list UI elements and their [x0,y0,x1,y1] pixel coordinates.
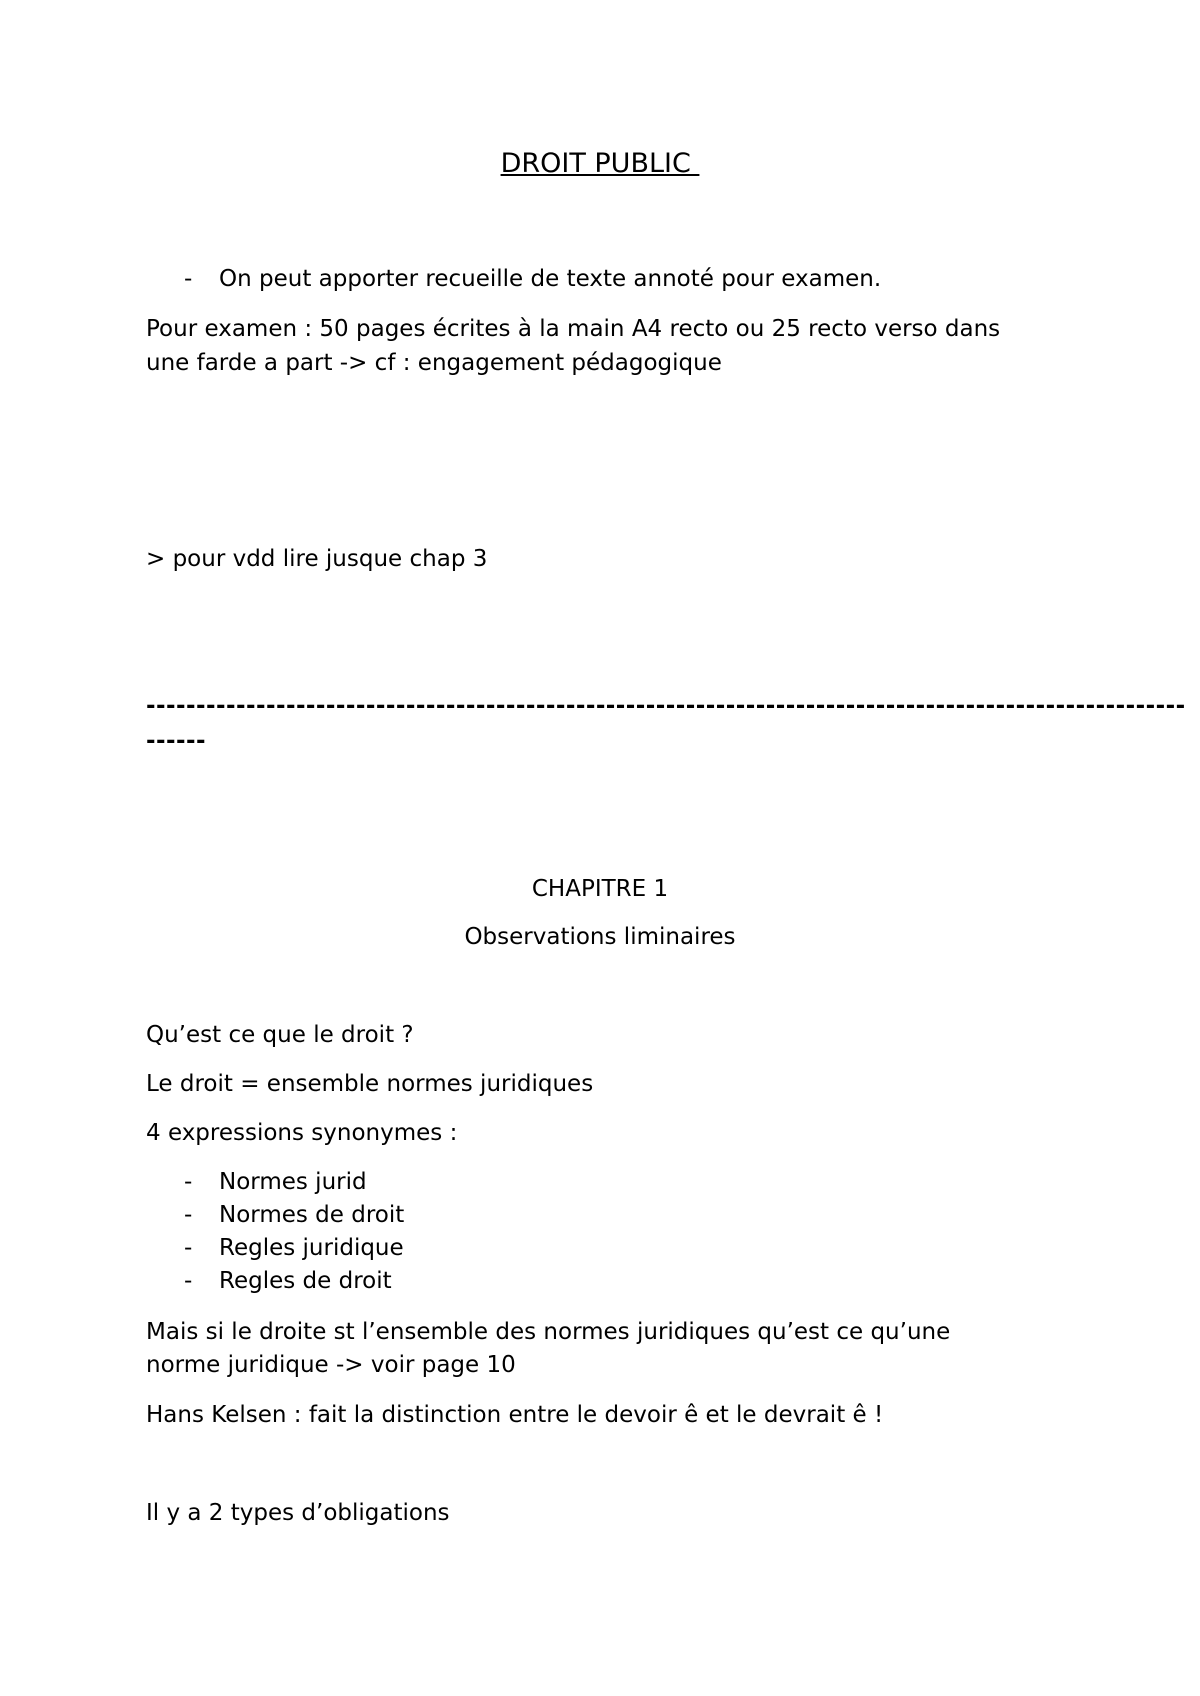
bullet-marker: - [184,1169,193,1195]
page-title: DROIT PUBLIC [500,148,700,179]
obligations-heading: Il y a 2 types d’obligations [146,1500,450,1526]
bullet-marker: - [184,1235,193,1261]
exam-instructions-line-1: Pour examen : 50 pages écrites à la main A4 recto ou 25 recto verso dans [146,316,1001,342]
chapter-subtitle: Observations liminaires [464,924,736,950]
separator-line-2: ------ [146,728,206,754]
exam-instructions-line-2: une farde a part -> cf : engagement pédagogique [146,350,722,376]
law-question: Qu’est ce que le droit ? [146,1022,414,1048]
synonym-item: Regles juridique [219,1235,404,1261]
synonym-item: Normes jurid [219,1169,367,1195]
follow-up-line-2: norme juridique -> voir page 10 [146,1352,516,1378]
bullet-marker: - [184,266,193,292]
synonym-item: Normes de droit [219,1202,405,1228]
bullet-marker: - [184,1268,193,1294]
separator-line-1: -------------------------------------------------------------------------------------------------------- [146,693,1186,719]
law-definition: Le droit = ensemble normes juridiques [146,1071,594,1097]
synonyms-intro: 4 expressions synonymes : [146,1120,458,1146]
synonym-item: Regles de droit [219,1268,392,1294]
follow-up-line-1: Mais si le droite st l’ensemble des normes juridiques qu’est ce qu’une [146,1319,951,1345]
chapter-label: CHAPITRE 1 [531,876,669,902]
bullet-marker: - [184,1202,193,1228]
exam-material-note: On peut apporter recueille de texte annoté pour examen. [219,266,882,292]
kelsen-note: Hans Kelsen : fait la distinction entre le devoir ê et le devrait ê ! [146,1402,884,1428]
reading-note: > pour vdd lire jusque chap 3 [146,546,488,572]
